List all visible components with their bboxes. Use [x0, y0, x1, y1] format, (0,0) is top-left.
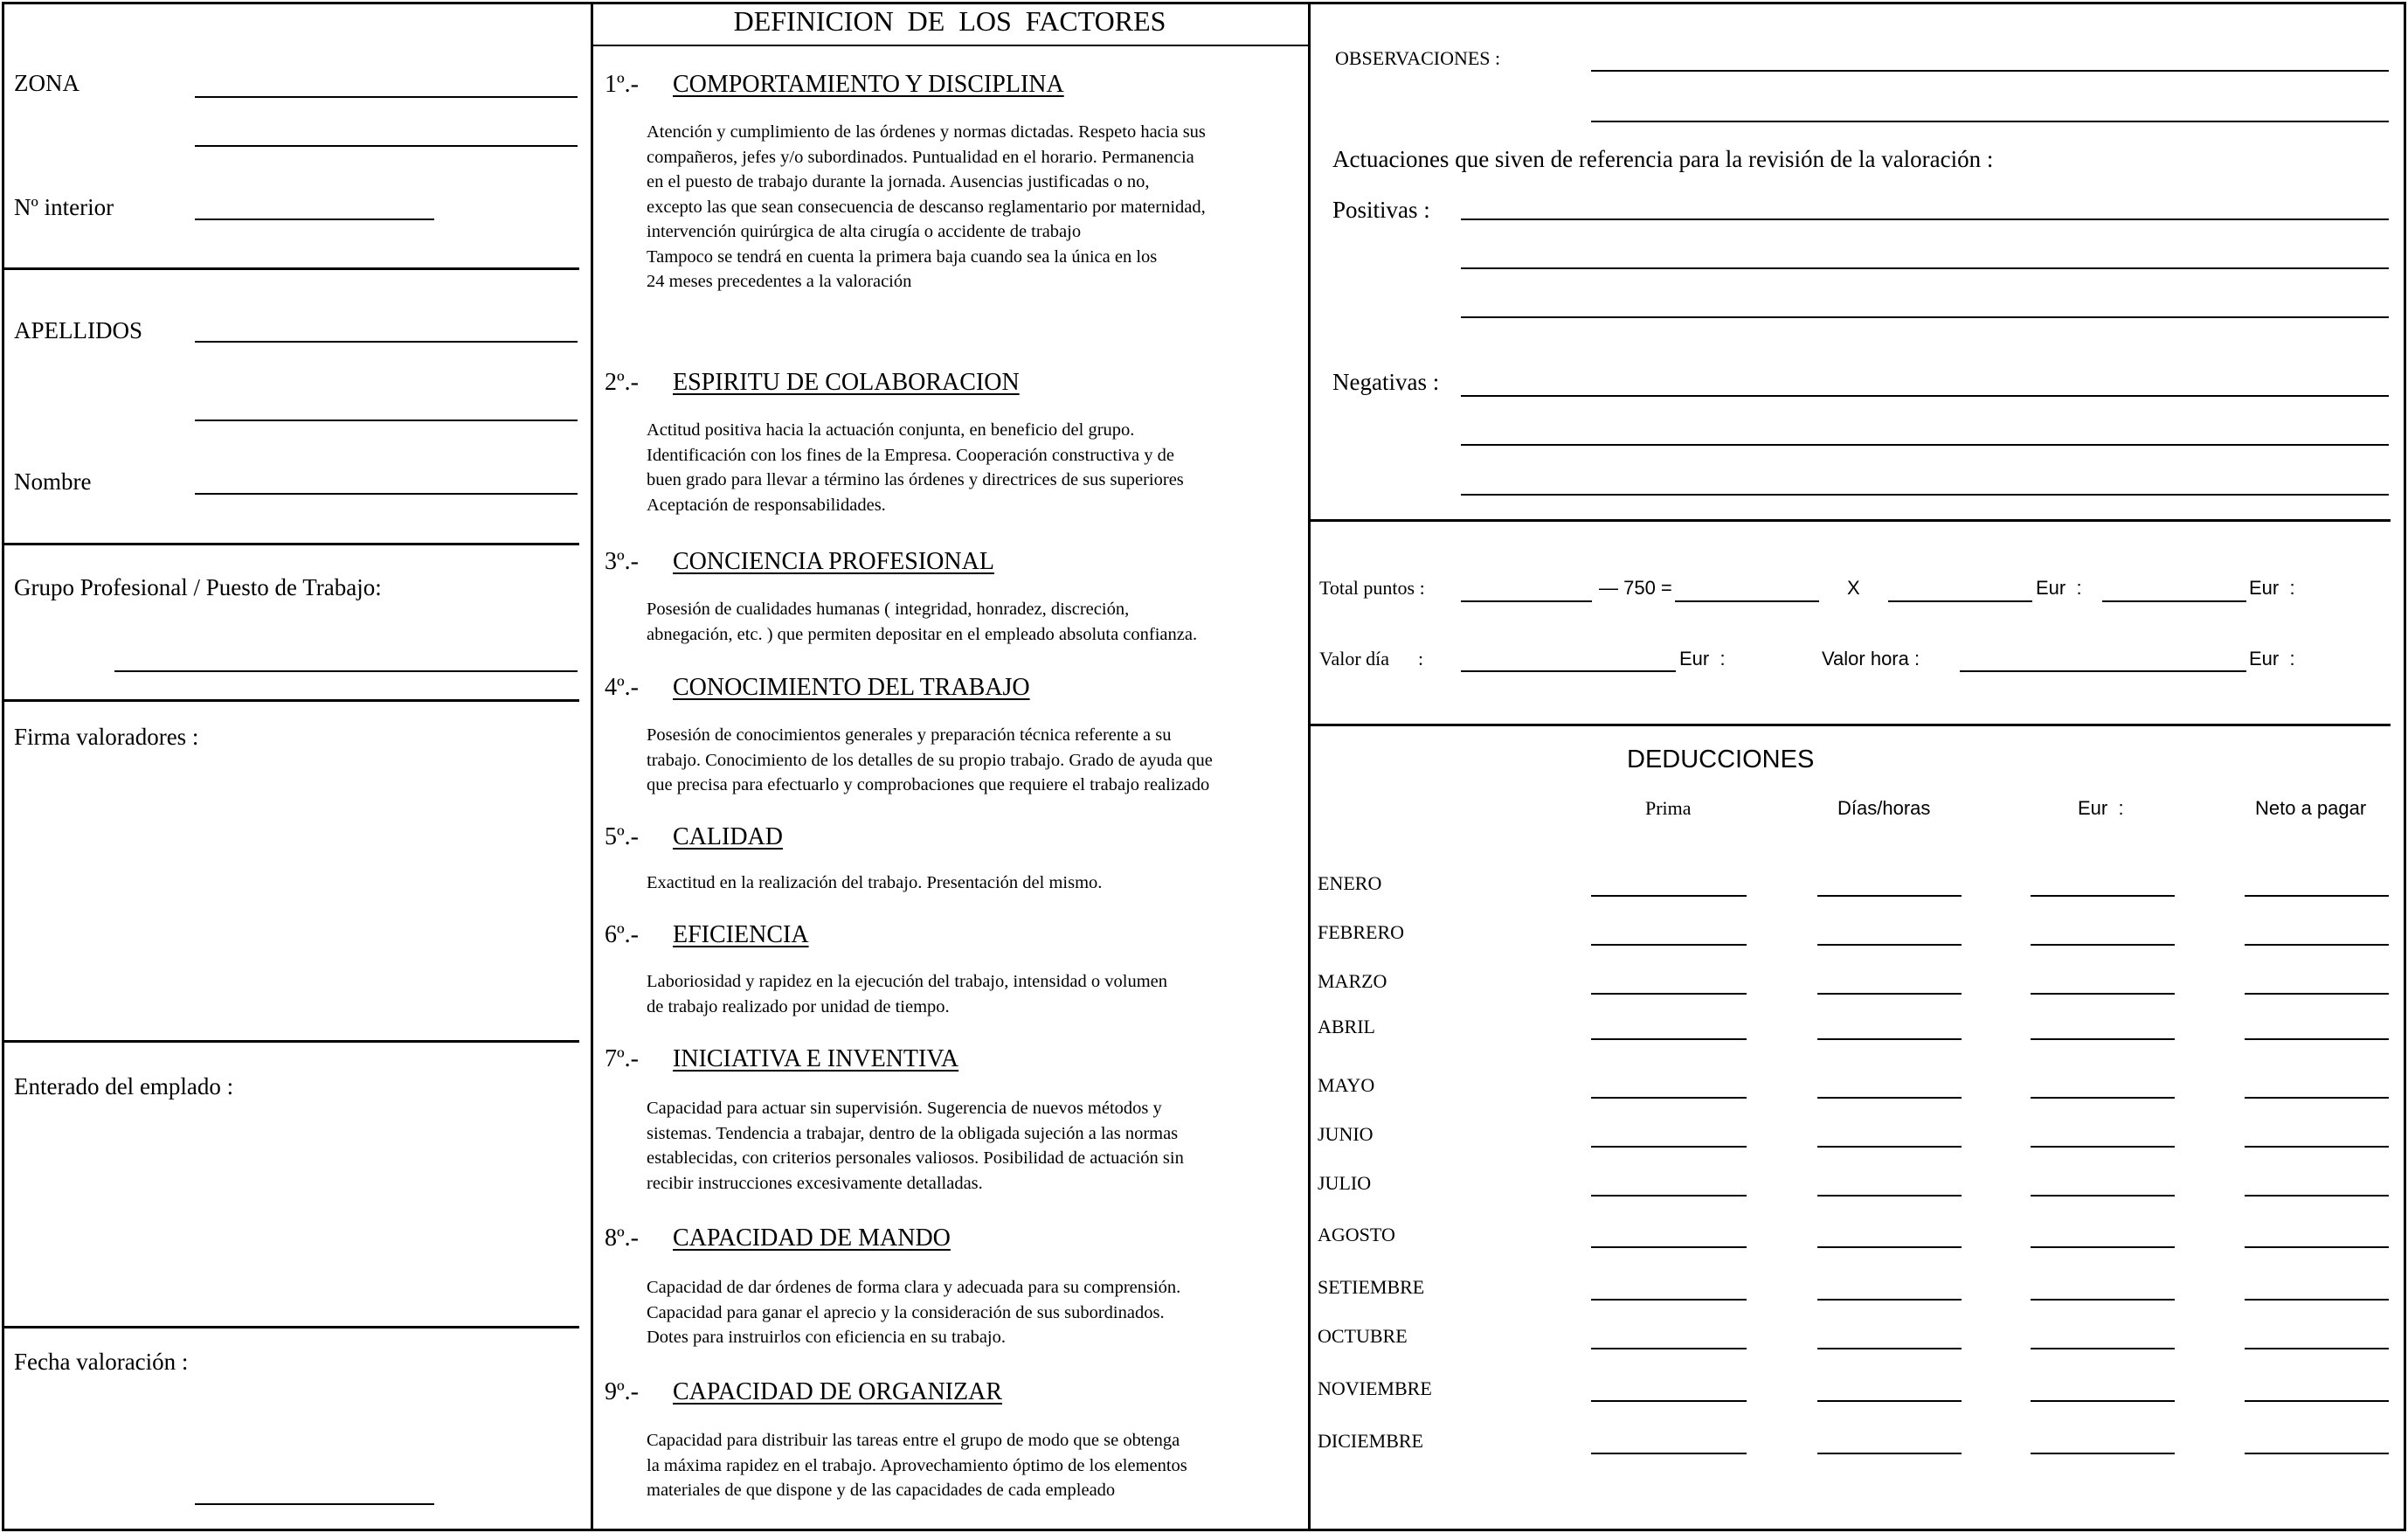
eur-label: Eur :: [2036, 577, 2082, 599]
result-field[interactable]: [1675, 600, 1819, 602]
dias-horas-field[interactable]: [1817, 1453, 1962, 1454]
factor-title: COMPORTAMIENTO Y DISCIPLINA: [673, 71, 1064, 98]
neto-field[interactable]: [2245, 895, 2389, 897]
dias-horas-field[interactable]: [1817, 1299, 1962, 1301]
total-puntos-field[interactable]: [1461, 600, 1592, 602]
neto-field[interactable]: [2245, 1400, 2389, 1402]
prima-field[interactable]: [1591, 895, 1747, 897]
section-divider: [2, 543, 579, 545]
column-header-prima: Prima: [1645, 797, 1692, 819]
factor-number: 5º.-: [605, 823, 640, 850]
section-divider: [2, 267, 579, 270]
section-divider: [2, 1040, 579, 1043]
factor-number: 7º.-: [605, 1045, 640, 1072]
prima-field[interactable]: [1591, 993, 1747, 995]
deducciones-title: DEDUCCIONES: [1627, 746, 1815, 773]
eur-label: Eur :: [2249, 648, 2295, 669]
neto-field[interactable]: [2245, 944, 2389, 946]
neto-field[interactable]: [2245, 1348, 2389, 1349]
dias-horas-field[interactable]: [1817, 1400, 1962, 1402]
factor-description: Capacidad de dar órdenes de forma clara y adecuada para su comprensión. Capacidad para ganar el aprecio y la consideración de sus subordinados. Dotes para instruirlos con eficiencia en su trabajo.: [647, 1278, 1181, 1347]
negativas-field-line-3[interactable]: [1461, 494, 2389, 496]
eur-field[interactable]: [2031, 895, 2175, 897]
factor-number: 3º.-: [605, 548, 640, 575]
neto-field[interactable]: [2245, 1195, 2389, 1197]
eur-field[interactable]: [2031, 993, 2175, 995]
negativas-label: Negativas :: [1332, 369, 1440, 395]
factor-title: CONOCIMIENTO DEL TRABAJO: [673, 674, 1030, 701]
multiply-sign: X: [1847, 577, 1860, 599]
valor-hora-field[interactable]: [1960, 670, 2246, 672]
factor-description: Capacidad para distribuir las tareas entre el grupo de modo que se obtenga la máxima rapidez en el trabajo. Aprovechamiento óptimo de los elementos materiales de que dispone y de las capacidades de cada empleado: [647, 1431, 1187, 1500]
factor-number: 9º.-: [605, 1378, 640, 1405]
neto-field[interactable]: [2245, 993, 2389, 995]
dias-horas-field[interactable]: [1817, 993, 1962, 995]
actuaciones-label: Actuaciones que siven de referencia para la revisión de la valoración :: [1332, 146, 1994, 172]
prima-field[interactable]: [1591, 1299, 1747, 1301]
dias-horas-field[interactable]: [1817, 1246, 1962, 1248]
factor-number: 8º.-: [605, 1224, 640, 1252]
month-label: NOVIEMBRE: [1318, 1377, 1432, 1399]
dias-horas-field[interactable]: [1817, 1348, 1962, 1349]
month-label: SETIEMBRE: [1318, 1276, 1425, 1298]
zona-field-line-2[interactable]: [195, 145, 578, 147]
eur-label: Eur :: [2249, 577, 2295, 599]
positivas-field-line-3[interactable]: [1461, 316, 2389, 318]
observaciones-label: OBSERVACIONES :: [1335, 47, 1501, 69]
neto-field[interactable]: [2245, 1146, 2389, 1148]
fecha-label: Fecha valoración :: [14, 1349, 189, 1375]
column-header-neto: Neto a pagar: [2255, 797, 2367, 819]
apellidos-label: APELLIDOS: [14, 317, 142, 343]
observaciones-field-line-2[interactable]: [1591, 121, 2389, 122]
eur-field[interactable]: [2031, 1348, 2175, 1349]
eur-field[interactable]: [2031, 1146, 2175, 1148]
eur-field[interactable]: [2031, 944, 2175, 946]
apellidos-field-line-2[interactable]: [195, 420, 578, 421]
section-divider: [2, 1326, 579, 1328]
nombre-label: Nombre: [14, 468, 92, 495]
factor-title: CALIDAD: [673, 823, 783, 850]
eur-field[interactable]: [2031, 1097, 2175, 1099]
neto-field[interactable]: [2245, 1097, 2389, 1099]
eur-label: Eur :: [1679, 648, 1726, 669]
column-divider-left: [591, 2, 593, 1530]
eur-field[interactable]: [2031, 1299, 2175, 1301]
factor-description: Posesión de conocimientos generales y preparación técnica referente a su trabajo. Conocimiento de los detalles de su propio trabajo. Grado de ayuda que que precisa para efectuarlo y comprobaciones que requiere el trabajo realizado: [647, 725, 1213, 794]
prima-field[interactable]: [1591, 1246, 1747, 1248]
neto-field[interactable]: [2245, 1246, 2389, 1248]
interior-label: Nº interior: [14, 194, 114, 220]
title-underline: [593, 45, 1308, 46]
column-header-dias-horas: Días/horas: [1837, 797, 1931, 819]
total-puntos-label: Total puntos :: [1319, 577, 1425, 599]
dias-horas-field[interactable]: [1817, 1038, 1962, 1040]
prima-field[interactable]: [1591, 944, 1747, 946]
neto-field[interactable]: [2245, 1038, 2389, 1040]
factor-title: CAPACIDAD DE MANDO: [673, 1224, 951, 1252]
month-label: AGOSTO: [1318, 1224, 1395, 1245]
fecha-field-line[interactable]: [195, 1503, 434, 1505]
factor-description: Atención y cumplimiento de las órdenes y normas dictadas. Respeto hacia sus compañeros, jefes y/o subordinados. Puntualidad en el horario. Permanencia en el puesto de trabajo durante la jornada. Ausencias justificadas o no, excepto las que sean consecuencia de descanso reglamentario por maternidad, intervención quirúrgica de alta cirugía o accidente de trabajo Tampoco se tendrá en cuenta la primera baja cuando sea la única en los 24 meses precedentes a la valoración: [647, 122, 1206, 291]
factor-title: EFICIENCIA: [673, 921, 809, 948]
observaciones-field-line-1[interactable]: [1591, 70, 2389, 72]
total-eur-field[interactable]: [2102, 600, 2246, 602]
prima-field[interactable]: [1591, 1453, 1747, 1454]
factor-description: Exactitud en la realización del trabajo. Presentación del mismo.: [647, 873, 1103, 892]
month-label: FEBRERO: [1318, 921, 1405, 943]
neto-field[interactable]: [2245, 1299, 2389, 1301]
factor-number: 4º.-: [605, 674, 640, 701]
nombre-field-line[interactable]: [195, 493, 578, 495]
section-divider: [1310, 519, 2391, 522]
dias-horas-field[interactable]: [1817, 1195, 1962, 1197]
factor-title: ESPIRITU DE COLABORACION: [673, 369, 1020, 396]
month-label: MAYO: [1318, 1074, 1375, 1096]
month-label: DICIEMBRE: [1318, 1430, 1423, 1452]
month-label: OCTUBRE: [1318, 1325, 1408, 1347]
valor-dia-label: Valor día :: [1319, 648, 1424, 669]
enterado-label: Enterado del emplado :: [14, 1073, 234, 1099]
grupo-field-line[interactable]: [114, 670, 578, 672]
factor-number: 6º.-: [605, 921, 640, 948]
month-label: ABRIL: [1318, 1016, 1375, 1037]
month-label: MARZO: [1318, 970, 1387, 992]
factor-number: 1º.-: [605, 71, 640, 98]
negativas-field-line-2[interactable]: [1461, 444, 2389, 446]
factor-title: INICIATIVA E INVENTIVA: [673, 1045, 959, 1072]
factor-title: CAPACIDAD DE ORGANIZAR: [673, 1378, 1002, 1405]
prima-field[interactable]: [1591, 1038, 1747, 1040]
eur-field[interactable]: [2031, 1038, 2175, 1040]
column-divider-right: [1308, 2, 1311, 1530]
factor-description: Laboriosidad y rapidez en la ejecución del trabajo, intensidad o volumen de trabajo realizado por unidad de tiempo.: [647, 972, 1168, 1016]
positivas-field-line-1[interactable]: [1461, 219, 2389, 220]
firma-label: Firma valoradores :: [14, 724, 199, 750]
eur-field[interactable]: [2031, 1453, 2175, 1454]
factors-title: DEFINICION DE LOS FACTORES: [733, 5, 1166, 37]
prima-field[interactable]: [1591, 1146, 1747, 1148]
zona-field-line-1[interactable]: [195, 96, 578, 98]
prima-field[interactable]: [1591, 1097, 1747, 1099]
dias-horas-field[interactable]: [1817, 895, 1962, 897]
factor-number: 2º.-: [605, 369, 640, 396]
minus-750-label: — 750 =: [1599, 577, 1672, 599]
eur-field[interactable]: [2031, 1195, 2175, 1197]
month-label: JUNIO: [1318, 1123, 1374, 1145]
enterado-signature-area[interactable]: [9, 1110, 577, 1320]
section-divider: [2, 699, 579, 702]
eur-field[interactable]: [2031, 1400, 2175, 1402]
factor-title: CONCIENCIA PROFESIONAL: [673, 548, 994, 575]
month-label: ENERO: [1318, 872, 1382, 894]
prima-field[interactable]: [1591, 1400, 1747, 1402]
factor-description: Capacidad para actuar sin supervisión. Sugerencia de nuevos métodos y sistemas. Tendencia a trabajar, dentro de la obligada sujeción a las normas establecidas, con criterios personales valiosos. Posibilidad de actuación sin recibir instrucciones excesivamente detalladas.: [647, 1099, 1184, 1193]
prima-field[interactable]: [1591, 1195, 1747, 1197]
prima-field[interactable]: [1591, 1348, 1747, 1349]
factor-eur-field[interactable]: [1888, 600, 2032, 602]
positivas-label: Positivas :: [1332, 197, 1430, 223]
valor-hora-label: Valor hora :: [1822, 648, 1920, 669]
dias-horas-field[interactable]: [1817, 1097, 1962, 1099]
positivas-field-line-2[interactable]: [1461, 267, 2389, 269]
dias-horas-field[interactable]: [1817, 1146, 1962, 1148]
zona-label: ZONA: [14, 70, 80, 96]
grupo-label: Grupo Profesional / Puesto de Trabajo:: [14, 574, 382, 600]
neto-field[interactable]: [2245, 1453, 2389, 1454]
factor-description: Posesión de cualidades humanas ( integridad, honradez, discreción, abnegación, etc. ) que permiten depositar en el empleado absoluta confianza.: [647, 600, 1198, 644]
factor-description: Actitud positiva hacia la actuación conjunta, en beneficio del grupo. Identificación con los fines de la Empresa. Cooperación constructiva y de buen grado para llevar a término las órdenes y directrices de sus superiores Aceptación de responsabilidades.: [647, 420, 1184, 515]
negativas-field-line-1[interactable]: [1461, 395, 2389, 397]
month-label: JULIO: [1318, 1172, 1372, 1194]
dias-horas-field[interactable]: [1817, 944, 1962, 946]
eur-field[interactable]: [2031, 1246, 2175, 1248]
interior-field-line[interactable]: [195, 219, 434, 220]
section-divider: [1310, 724, 2391, 726]
column-header-eur: Eur :: [2078, 797, 2124, 819]
apellidos-field-line-1[interactable]: [195, 341, 578, 343]
valor-dia-field[interactable]: [1461, 670, 1676, 672]
firma-signature-area[interactable]: [9, 760, 577, 1036]
